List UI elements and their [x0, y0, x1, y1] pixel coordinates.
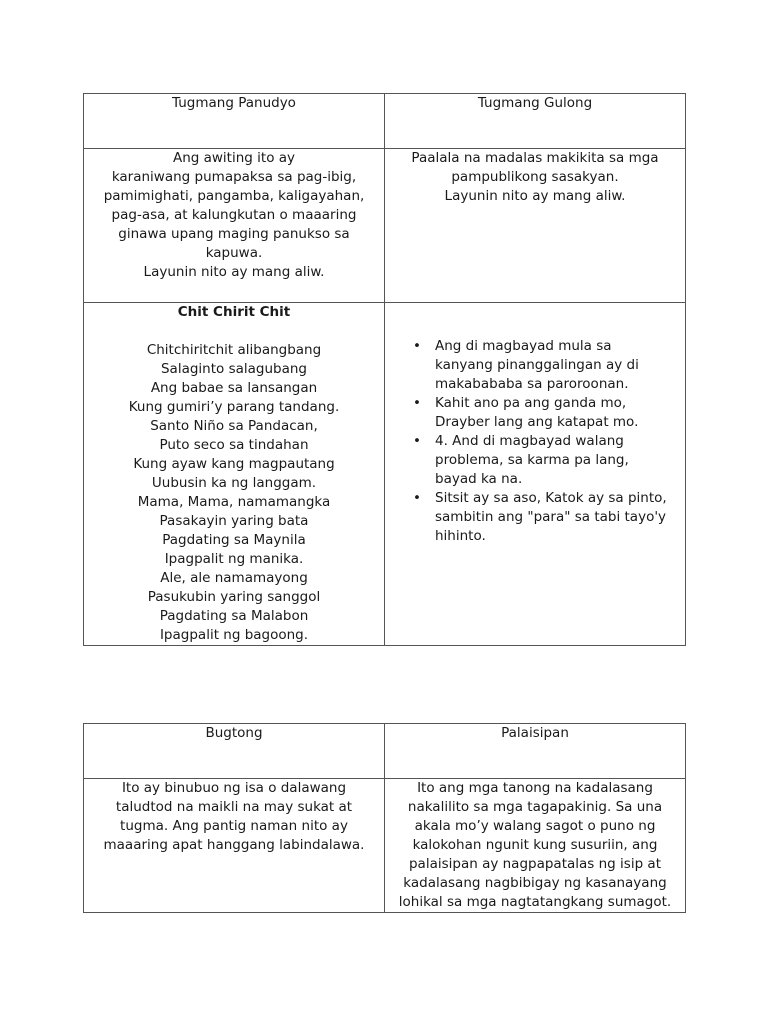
text-line: Ang di magbayad mula sa	[435, 338, 612, 354]
text-line: tugma. Ang pantig naman nito ay	[120, 818, 348, 834]
bullet-icon: •	[413, 433, 421, 449]
text-line: ginawa upang maging panukso sa	[118, 226, 350, 242]
poem-line: Santo Niño sa Pandacan,	[150, 418, 318, 434]
gulong-examples	[385, 303, 686, 646]
text-line: pag-asa, at kalungkutan o maaaring	[111, 207, 357, 223]
text-line: lohikal sa mga nagtatangkang sumagot.	[398, 894, 672, 910]
text-line: kalokohan ngunit kung susuriin, ang	[412, 837, 658, 853]
text-line: Sitsit ay sa aso, Katok ay sa pinto,	[435, 490, 667, 506]
poem-line: Pasukubin yaring sanggol	[147, 589, 321, 605]
text-line: kadalasang nagbibigay ng kasanayang	[403, 875, 667, 891]
bullet-icon: •	[413, 338, 421, 354]
header-bugtong: Bugtong	[84, 724, 385, 779]
text-line: Layunin nito ay mang aliw.	[444, 188, 626, 204]
poem-line: Uubusin ka ng langgam.	[151, 475, 317, 491]
list-item	[413, 394, 677, 432]
text-line: taludtod na maikli na may sukat at	[115, 799, 353, 815]
palaisipan-description	[385, 779, 686, 913]
poem-title: Chit Chirit Chit	[177, 304, 291, 320]
poem-line: Puto seco sa tindahan	[159, 437, 309, 453]
poem-line: Pagdating sa Malabon	[159, 608, 309, 624]
list-item	[413, 432, 677, 489]
poem-line: Kung gumiri’y parang tandang.	[128, 399, 340, 415]
table-tugma	[83, 93, 686, 646]
poem-line: Kung ayaw kang magpautang	[133, 456, 335, 472]
gulong-description	[385, 149, 686, 303]
text-line: 4. And di magbayad walang	[435, 433, 624, 449]
list-item	[413, 337, 677, 394]
text-line: hihinto.	[435, 528, 486, 544]
text-line: kanyang pinanggalingan ay di	[435, 357, 639, 373]
bullet-icon: •	[413, 490, 421, 506]
poem-line: Chitchiritchit alibangbang	[146, 342, 322, 358]
list-item	[413, 489, 677, 546]
header-tugmang-panudyo: Tugmang Panudyo	[84, 94, 385, 149]
table-header-row	[84, 94, 686, 149]
examples-row	[84, 303, 686, 646]
text-line: maaaring apat hanggang labindalawa.	[103, 837, 365, 853]
bullet-icon: •	[413, 395, 421, 411]
text-line: makabababa sa paroroonan.	[435, 376, 629, 392]
text-line: nakalilito sa mga tagapakinig. Sa una	[407, 799, 663, 815]
text-line: Ito ang mga tanong na kadalasang	[417, 780, 653, 796]
text-line: Drayber lang ang katapat mo.	[435, 414, 639, 430]
text-line: karaniwang pumapaksa sa pag-ibig,	[111, 169, 357, 185]
text-line: Layunin nito ay mang aliw.	[143, 264, 325, 280]
bugtong-description	[84, 779, 385, 913]
description-row	[84, 779, 686, 913]
table-header-row	[84, 724, 686, 779]
poem-line: Ipagpalit ng manika.	[164, 551, 304, 567]
poem-line: Salaginto salagubang	[160, 361, 307, 377]
text-line: Ang awiting ito ay	[172, 150, 296, 166]
poem-line: Ipagpalit ng bagoong.	[159, 627, 309, 643]
text-line: Kahit ano pa ang ganda mo,	[435, 395, 627, 411]
poem-line: Ale, ale namamayong	[160, 570, 308, 586]
table-bugtong-palaisipan	[83, 723, 686, 913]
poem-line: Ang babae sa lansangan	[150, 380, 318, 396]
gulong-example-list	[385, 303, 685, 546]
text-line: Paalala na madalas makikita sa mga	[411, 150, 659, 166]
header-palaisipan: Palaisipan	[385, 724, 686, 779]
description-row	[84, 149, 686, 303]
text-line: problema, sa karma pa lang,	[435, 452, 629, 468]
poem-line: Pasakayin yaring bata	[159, 513, 309, 529]
poem-line: Mama, Mama, namamangka	[137, 494, 331, 510]
text-line: pamimighati, pangamba, kaligayahan,	[103, 188, 365, 204]
header-tugmang-gulong: Tugmang Gulong	[385, 94, 686, 149]
poem-chit-chirit-chit	[84, 303, 385, 646]
text-line: bayad ka na.	[435, 471, 523, 487]
text-line: kapuwa.	[205, 245, 263, 261]
text-line: Ito ay binubuo ng isa o dalawang	[121, 780, 347, 796]
text-line: sambitin ang "para" sa tabi tayo'y	[435, 509, 667, 525]
panudyo-description	[84, 149, 385, 303]
text-line: palaisipan ay nagpapatalas ng isip at	[408, 856, 662, 872]
poem-line: Pagdating sa Maynila	[162, 532, 306, 548]
text-line: akala mo’y walang sagot o puno ng	[414, 818, 656, 834]
text-line: pampublikong sasakyan.	[451, 169, 619, 185]
